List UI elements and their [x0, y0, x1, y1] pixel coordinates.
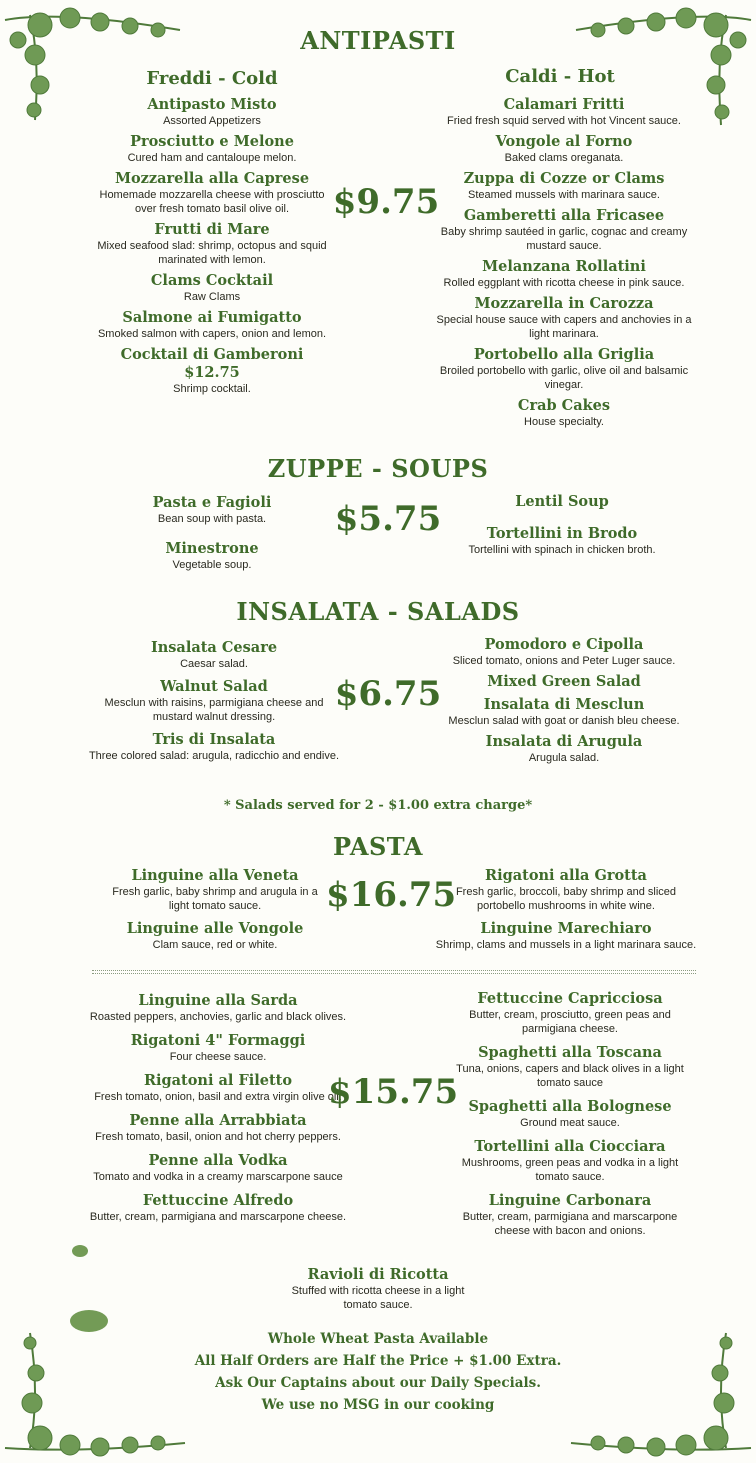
footer-line: We use no MSG in our cooking	[261, 1397, 495, 1413]
pasta-heading: PASTA	[333, 832, 423, 861]
menu-item	[110, 920, 320, 952]
soups-left-list	[112, 494, 312, 586]
menu-item	[88, 1112, 348, 1144]
menu-item	[92, 346, 332, 396]
menu-item	[88, 1192, 348, 1224]
item-description: Rolled eggplant with ricotta cheese in pink sauce.	[443, 277, 685, 289]
item-name: Fettuccine Alfredo	[142, 1192, 294, 1209]
item-name: Tortellini alla Ciocciara	[474, 1138, 666, 1155]
item-description: Caesar salad.	[180, 658, 248, 670]
item-name: Mozzarella alla Caprese	[114, 170, 310, 187]
menu-item	[452, 1098, 688, 1130]
menu-item	[436, 295, 692, 341]
item-name: Pomodoro e Cipolla	[484, 636, 644, 653]
item-name: Mozzarella in Carozza	[474, 295, 654, 312]
antipasti-price: $9.75	[332, 182, 440, 222]
pasta-left-list-a	[110, 867, 320, 959]
pasta-price-b: $15.75	[328, 1072, 459, 1112]
item-description: Shrimp cocktail.	[173, 383, 251, 395]
item-description: Baked clams oreganata.	[504, 152, 624, 164]
item-name: Linguine alla Veneta	[131, 867, 299, 884]
stain-mark	[72, 1245, 88, 1257]
menu-item	[444, 673, 684, 691]
item-description: Butter, cream, parmigiana and marscarpone cheese.	[89, 1211, 347, 1223]
menu-item	[446, 493, 678, 511]
item-name: Antipasto Misto	[147, 96, 277, 113]
item-name: Linguine Carbonara	[488, 1192, 652, 1209]
menu-item	[92, 272, 332, 304]
antipasti-cold-list	[92, 96, 332, 401]
item-name: Insalata Cesare	[150, 639, 278, 656]
menu-item	[432, 920, 700, 952]
soups-right-list	[446, 493, 678, 571]
item-name: Walnut Salad	[160, 678, 268, 695]
antipasti-heading: ANTIPASTI	[300, 26, 456, 55]
hot-subheading: Caldi - Hot	[505, 66, 615, 87]
item-name: Vongole al Forno	[495, 133, 633, 150]
menu-item	[88, 678, 340, 724]
item-name: Rigatoni al Filetto	[143, 1072, 293, 1089]
item-description: Assorted Appetizers	[163, 115, 261, 127]
menu-item	[446, 525, 678, 557]
item-description: Vegetable soup.	[172, 559, 252, 571]
item-name: Penne alla Vodka	[148, 1152, 288, 1169]
item-description: House specialty.	[524, 416, 604, 428]
item-description: Fried fresh squid served with hot Vincent sauce.	[447, 115, 681, 127]
menu-item	[92, 133, 332, 165]
item-name: Linguine Marechiaro	[480, 920, 652, 937]
item-name: Tris di Insalata	[152, 731, 276, 748]
item-description: Mixed seafood slad: shrimp, octopus and squid marinated with lemon.	[97, 240, 327, 266]
item-name: Spaghetti alla Toscana	[478, 1044, 662, 1061]
item-name: Gamberetti alla Fricasee	[463, 207, 665, 224]
menu-item	[110, 867, 320, 913]
item-name: Portobello alla Griglia	[473, 346, 655, 363]
item-description: Steamed mussels with marinara sauce.	[468, 189, 660, 201]
item-name: Fettuccine Capricciosa	[477, 990, 663, 1007]
footer-line: Whole Wheat Pasta Available	[267, 1331, 489, 1347]
menu-item	[436, 170, 692, 202]
item-name: Tortellini in Brodo	[486, 525, 638, 542]
item-name: Lentil Soup	[515, 493, 609, 510]
menu-item	[436, 346, 692, 392]
menu-item	[88, 639, 340, 671]
menu-item	[92, 221, 332, 267]
item-description: Raw Clams	[183, 291, 241, 303]
menu-item	[88, 1152, 348, 1184]
item-name: Cocktail di Gamberoni $12.75	[120, 346, 304, 381]
menu-item	[92, 170, 332, 216]
item-description: Cured ham and cantaloupe melon.	[127, 152, 297, 164]
menu-item	[452, 1192, 688, 1238]
item-name: Spaghetti alla Bolognese	[468, 1098, 672, 1115]
footer-notes	[0, 1328, 756, 1416]
menu-item	[452, 990, 688, 1036]
menu-item	[436, 207, 692, 253]
soups-price: $5.75	[334, 499, 442, 539]
item-description: Bean soup with pasta.	[157, 513, 267, 525]
salads-price: $6.75	[334, 674, 442, 714]
menu-item	[432, 867, 700, 913]
item-name: Insalata di Mesclun	[483, 696, 645, 713]
menu-item	[436, 397, 692, 429]
item-name: Melanzana Rollatini	[482, 258, 646, 275]
section-divider	[92, 970, 696, 974]
salads-right-list	[444, 636, 684, 770]
item-description: Homemade mozzarella cheese with prosciutto over fresh tomato basil olive oil.	[99, 189, 325, 215]
item-description: Three colored salad: arugula, radicchio and endive.	[88, 750, 340, 762]
salads-left-list	[88, 639, 340, 770]
menu-item	[452, 1138, 688, 1184]
item-name: Linguine alle Vongole	[126, 920, 304, 937]
pasta-left-list-b	[88, 992, 348, 1232]
item-description: Tomato and vodka in a creamy marscarpone sauce	[93, 1171, 343, 1183]
item-description: Special house sauce with capers and anchovies in a light marinara.	[436, 314, 692, 340]
menu-item	[444, 733, 684, 765]
item-name: Rigatoni 4" Formaggi	[130, 1032, 306, 1049]
ravioli-item	[280, 1266, 476, 1312]
item-description: Butter, cream, prosciutto, green peas and parmigiana cheese.	[469, 1009, 671, 1035]
item-name: Rigatoni alla Grotta	[485, 867, 647, 884]
item-name: Clams Cocktail	[150, 272, 274, 289]
item-name: Minestrone	[165, 540, 259, 557]
item-description: Clam sauce, red or white.	[152, 939, 278, 951]
item-description: Mushrooms, green peas and vodka in a light tomato sauce.	[461, 1157, 679, 1183]
menu-item	[436, 258, 692, 290]
menu-item	[112, 494, 312, 526]
pasta-right-list-a	[432, 867, 700, 959]
item-name: Crab Cakes	[517, 397, 611, 414]
item-description: Roasted peppers, anchovies, garlic and black olives.	[89, 1011, 347, 1023]
item-description: Tuna, onions, capers and black olives in a light tomato sauce	[456, 1063, 684, 1089]
menu-item	[452, 1044, 688, 1090]
item-description: Ground meat sauce.	[520, 1117, 620, 1129]
antipasti-hot-list	[436, 96, 692, 434]
salads-heading: INSALATA - SALADS	[236, 597, 520, 626]
cold-subheading: Freddi - Cold	[146, 68, 278, 89]
menu-item	[444, 696, 684, 728]
item-description: Butter, cream, parmigiana and marscarpone cheese with bacon and onions.	[462, 1211, 678, 1237]
item-name: Pasta e Fagioli	[152, 494, 272, 511]
item-description: Fresh tomato, basil, onion and hot cherry peppers.	[95, 1131, 341, 1143]
item-description: Fresh garlic, baby shrimp and arugula in a light tomato sauce.	[112, 886, 318, 912]
item-name: Insalata di Arugula	[485, 733, 643, 750]
pasta-price-a: $16.75	[326, 875, 457, 915]
item-description: Broiled portobello with garlic, olive oil and balsamic vinegar.	[439, 365, 689, 391]
menu-item	[88, 1032, 348, 1064]
menu-item	[88, 1072, 348, 1104]
menu-item	[88, 992, 348, 1024]
menu-item	[444, 636, 684, 668]
item-description: Tortellini with spinach in chicken broth.	[468, 544, 656, 556]
item-description: Smoked salmon with capers, onion and lemon.	[97, 328, 327, 340]
item-description: Baby shrimp sautéed in garlic, cognac and creamy mustard sauce.	[440, 226, 688, 252]
item-name: Penne alla Arrabbiata	[129, 1112, 307, 1129]
item-name: Frutti di Mare	[154, 221, 270, 238]
menu-item	[436, 96, 692, 128]
item-description: Arugula salad.	[528, 752, 600, 764]
item-description: Stuffed with ricotta cheese in a light tomato sauce.	[291, 1285, 465, 1311]
salads-note: * Salads served for 2 - $1.00 extra charge*	[223, 798, 533, 813]
item-description: Mesclun salad with goat or danish bleu cheese.	[448, 715, 680, 727]
item-description: Fresh garlic, broccoli, baby shrimp and sliced portobello mushrooms in white wine.	[455, 886, 677, 912]
item-name: Ravioli di Ricotta	[307, 1266, 449, 1283]
menu-item	[88, 731, 340, 763]
item-name: Prosciutto e Melone	[130, 133, 294, 150]
item-description: Fresh tomato, onion, basil and extra virgin olive oil.	[94, 1091, 342, 1103]
menu-item	[112, 540, 312, 572]
menu-item	[436, 133, 692, 165]
soups-heading: ZUPPE - SOUPS	[267, 454, 489, 483]
pasta-right-list-b	[452, 990, 688, 1246]
footer-line: Ask Our Captains about our Daily Specials.	[215, 1375, 541, 1391]
footer-line: All Half Orders are Half the Price + $1.00 Extra.	[194, 1353, 562, 1369]
item-name: Salmone ai Fumigatto	[122, 309, 302, 326]
item-name: Zuppa di Cozze or Clams	[463, 170, 665, 187]
item-name: Calamari Fritti	[503, 96, 625, 113]
item-description: Shrimp, clams and mussels in a light marinara sauce.	[435, 939, 697, 951]
item-name: Linguine alla Sarda	[138, 992, 298, 1009]
item-description: Mesclun with raisins, parmigiana cheese and mustard walnut dressing.	[104, 697, 324, 723]
item-name: Mixed Green Salad	[487, 673, 641, 690]
item-description: Four cheese sauce.	[169, 1051, 267, 1063]
menu-item	[92, 309, 332, 341]
item-description: Sliced tomato, onions and Peter Luger sauce.	[452, 655, 676, 667]
menu-item	[92, 96, 332, 128]
